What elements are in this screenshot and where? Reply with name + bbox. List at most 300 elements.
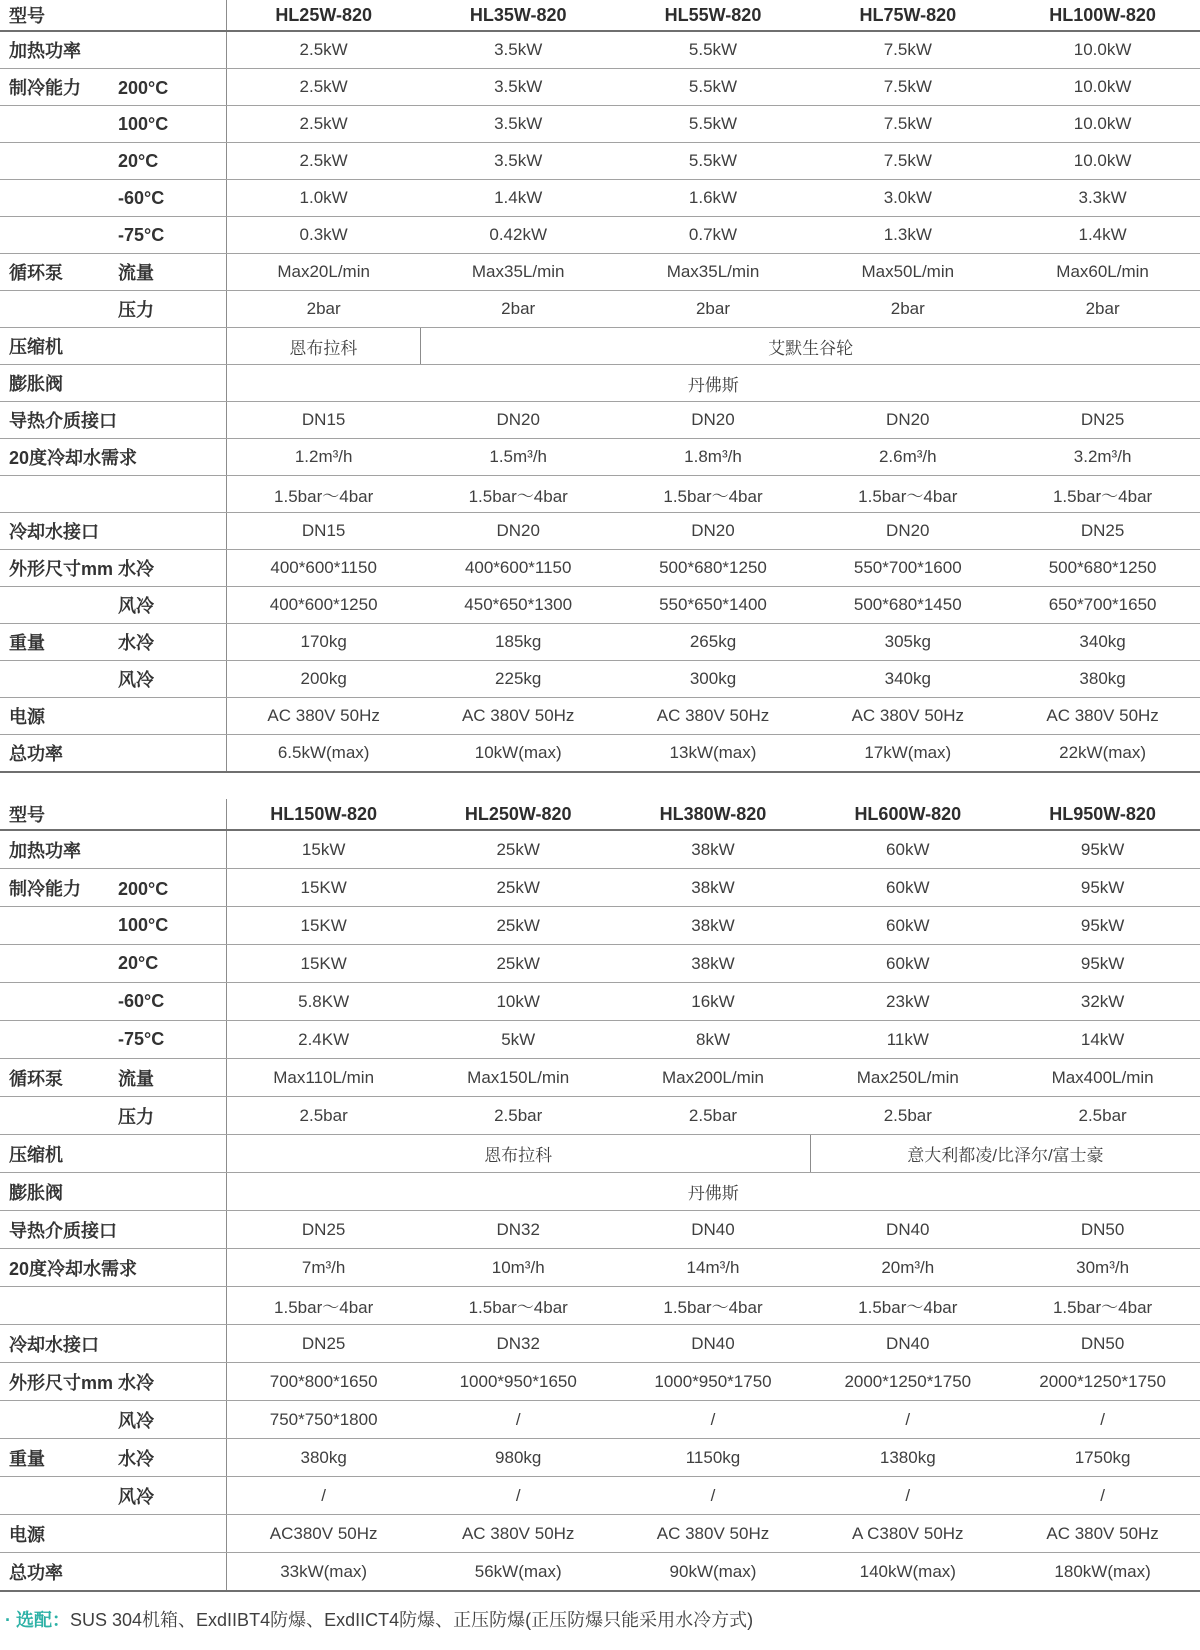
value-cell: 2.5bar bbox=[421, 1097, 616, 1135]
row-label-cell bbox=[0, 1325, 226, 1363]
row-label-cell bbox=[0, 799, 226, 830]
value-cell: 38kW bbox=[616, 907, 811, 945]
spec-table-models-150-950 bbox=[0, 799, 1200, 1592]
table-row bbox=[0, 735, 1200, 773]
value-cell: 23kW bbox=[810, 983, 1005, 1021]
table-row bbox=[0, 402, 1200, 439]
value-cell: 400*600*1150 bbox=[421, 550, 616, 587]
row-label: 总功率 bbox=[9, 1562, 63, 1583]
row-sublabel: 流量 bbox=[118, 1068, 154, 1089]
model-header-cell: HL100W-820 bbox=[1005, 0, 1200, 31]
row-label-cell bbox=[0, 69, 226, 106]
value-cell: 980kg bbox=[421, 1439, 616, 1477]
value-cell: Max250L/min bbox=[810, 1059, 1005, 1097]
table-row bbox=[0, 217, 1200, 254]
row-label: 20度冷却水需求 bbox=[9, 1258, 138, 1279]
value-cell: 1150kg bbox=[616, 1439, 811, 1477]
row-sublabel: 200°C bbox=[118, 878, 169, 899]
value-cell: DN20 bbox=[616, 402, 811, 439]
value-cell: AC 380V 50Hz bbox=[1005, 698, 1200, 735]
value-cell: Max35L/min bbox=[616, 254, 811, 291]
value-cell: 2.5bar bbox=[226, 1097, 421, 1135]
row-sublabel: 压力 bbox=[118, 300, 154, 320]
value-cell: 1750kg bbox=[1005, 1439, 1200, 1477]
value-cell: 95kW bbox=[1005, 907, 1200, 945]
value-cell: DN25 bbox=[1005, 402, 1200, 439]
value-cell: Max110L/min bbox=[226, 1059, 421, 1097]
value-cell: AC 380V 50Hz bbox=[226, 698, 421, 735]
row-label: 冷却水接口 bbox=[9, 1334, 99, 1355]
row-label: 导热介质接口 bbox=[9, 1220, 117, 1241]
value-cell: 14m³/h bbox=[616, 1249, 811, 1287]
row-label-cell bbox=[0, 1553, 226, 1592]
row-label-cell bbox=[0, 1477, 226, 1515]
value-cell: 13kW(max) bbox=[616, 735, 811, 773]
row-label-cell bbox=[0, 698, 226, 735]
value-cell: DN20 bbox=[421, 402, 616, 439]
value-cell: 38kW bbox=[616, 945, 811, 983]
row-sublabel: 水冷 bbox=[118, 559, 154, 579]
footnote-text: SUS 304机箱、ExdIIBT4防爆、ExdIICT4防爆、正压防爆(正压防爆只能采用水冷方式) bbox=[70, 1610, 754, 1630]
table-row bbox=[0, 1249, 1200, 1287]
row-label: 电源 bbox=[9, 707, 45, 727]
value-cell: 10.0kW bbox=[1005, 69, 1200, 106]
value-cell: 2.4KW bbox=[226, 1021, 421, 1059]
value-cell: DN15 bbox=[226, 513, 421, 550]
value-cell: 5.5kW bbox=[616, 143, 811, 180]
model-header-cell: HL150W-820 bbox=[226, 799, 421, 830]
table-row bbox=[0, 1401, 1200, 1439]
table-row bbox=[0, 513, 1200, 550]
value-cell: 1.4kW bbox=[1005, 217, 1200, 254]
row-label-cell bbox=[0, 1363, 226, 1401]
model-header-row bbox=[0, 0, 1200, 31]
value-cell: 1.5bar～4bar bbox=[810, 476, 1005, 513]
value-cell: 500*680*1250 bbox=[1005, 550, 1200, 587]
table-row bbox=[0, 180, 1200, 217]
value-cell: 2bar bbox=[421, 291, 616, 328]
value-cell: 185kg bbox=[421, 624, 616, 661]
value-cell: DN32 bbox=[421, 1325, 616, 1363]
table-row bbox=[0, 907, 1200, 945]
value-cell: 3.5kW bbox=[421, 143, 616, 180]
row-label-cell bbox=[0, 291, 226, 328]
value-cell: DN32 bbox=[421, 1211, 616, 1249]
value-cell: 10m³/h bbox=[421, 1249, 616, 1287]
value-cell: 1.5bar～4bar bbox=[1005, 476, 1200, 513]
value-cell: 2.5kW bbox=[226, 31, 421, 69]
value-cell: DN50 bbox=[1005, 1325, 1200, 1363]
value-cell: 1.4kW bbox=[421, 180, 616, 217]
table-row bbox=[0, 254, 1200, 291]
value-cell: DN40 bbox=[616, 1325, 811, 1363]
value-cell: 650*700*1650 bbox=[1005, 587, 1200, 624]
value-cell: 15KW bbox=[226, 907, 421, 945]
merged-value-cell: 恩布拉科 bbox=[226, 328, 421, 365]
row-label: 膨胀阀 bbox=[9, 1182, 63, 1203]
value-cell: 7.5kW bbox=[810, 69, 1005, 106]
table-row bbox=[0, 1135, 1200, 1173]
row-sublabel: 风冷 bbox=[118, 1486, 154, 1507]
value-cell: 450*650*1300 bbox=[421, 587, 616, 624]
value-cell: Max50L/min bbox=[810, 254, 1005, 291]
row-sublabel: 20°C bbox=[118, 953, 159, 973]
row-label-cell bbox=[0, 328, 226, 365]
value-cell: 225kg bbox=[421, 661, 616, 698]
table-row bbox=[0, 1515, 1200, 1553]
row-label-cell bbox=[0, 1059, 226, 1097]
value-cell: 1380kg bbox=[810, 1439, 1005, 1477]
value-cell: / bbox=[810, 1401, 1005, 1439]
value-cell: AC 380V 50Hz bbox=[1005, 1515, 1200, 1553]
row-sublabel: -75°C bbox=[118, 224, 165, 245]
value-cell: 60kW bbox=[810, 869, 1005, 907]
row-label: 膨胀阀 bbox=[9, 374, 63, 394]
model-header-cell: HL35W-820 bbox=[421, 0, 616, 31]
value-cell: AC 380V 50Hz bbox=[616, 1515, 811, 1553]
value-cell: 10kW bbox=[421, 983, 616, 1021]
table-row bbox=[0, 1173, 1200, 1211]
value-cell: 2.6m³/h bbox=[810, 439, 1005, 476]
value-cell: 550*700*1600 bbox=[810, 550, 1005, 587]
value-cell: AC 380V 50Hz bbox=[421, 1515, 616, 1553]
row-label-cell bbox=[0, 869, 226, 907]
value-cell: / bbox=[616, 1401, 811, 1439]
row-label: 循环泵 bbox=[9, 263, 63, 283]
row-label-cell bbox=[0, 1211, 226, 1249]
value-cell: 60kW bbox=[810, 945, 1005, 983]
value-cell: Max35L/min bbox=[421, 254, 616, 291]
value-cell: / bbox=[810, 1477, 1005, 1515]
row-label-cell bbox=[0, 1287, 226, 1325]
value-cell: 3.5kW bbox=[421, 69, 616, 106]
value-cell: Max150L/min bbox=[421, 1059, 616, 1097]
value-cell: 2.5bar bbox=[1005, 1097, 1200, 1135]
value-cell: 95kW bbox=[1005, 830, 1200, 869]
table-row bbox=[0, 698, 1200, 735]
table-row bbox=[0, 1477, 1200, 1515]
value-cell: 3.0kW bbox=[810, 180, 1005, 217]
row-label-cell bbox=[0, 1515, 226, 1553]
value-cell: 1.5bar～4bar bbox=[226, 1287, 421, 1325]
row-label-cell bbox=[0, 983, 226, 1021]
value-cell: 10.0kW bbox=[1005, 143, 1200, 180]
row-label-cell bbox=[0, 1249, 226, 1287]
value-cell: 140kW(max) bbox=[810, 1553, 1005, 1592]
row-sublabel: 风冷 bbox=[118, 1410, 154, 1431]
value-cell: 60kW bbox=[810, 907, 1005, 945]
value-cell: A C380V 50Hz bbox=[810, 1515, 1005, 1553]
value-cell: 1.5bar～4bar bbox=[1005, 1287, 1200, 1325]
row-label: 重量 bbox=[9, 633, 45, 653]
row-label: 外形尺寸mm bbox=[9, 1372, 114, 1393]
value-cell: 340kg bbox=[810, 661, 1005, 698]
row-sublabel: -60°C bbox=[118, 187, 165, 208]
value-cell: 500*680*1250 bbox=[616, 550, 811, 587]
value-cell: DN40 bbox=[810, 1325, 1005, 1363]
value-cell: 2.5bar bbox=[616, 1097, 811, 1135]
value-cell: AC 380V 50Hz bbox=[421, 698, 616, 735]
table-row bbox=[0, 365, 1200, 402]
row-sublabel: -60°C bbox=[118, 991, 165, 1011]
row-label: 加热功率 bbox=[9, 840, 81, 861]
value-cell: 1.5m³/h bbox=[421, 439, 616, 476]
value-cell: 5.5kW bbox=[616, 69, 811, 106]
row-label: 型号 bbox=[9, 6, 45, 26]
value-cell: 8kW bbox=[616, 1021, 811, 1059]
value-cell: 22kW(max) bbox=[1005, 735, 1200, 773]
value-cell: 7.5kW bbox=[810, 143, 1005, 180]
value-cell: 38kW bbox=[616, 869, 811, 907]
value-cell: 60kW bbox=[810, 830, 1005, 869]
row-label: 加热功率 bbox=[9, 41, 81, 61]
value-cell: 90kW(max) bbox=[616, 1553, 811, 1592]
table-row bbox=[0, 1097, 1200, 1135]
value-cell: DN25 bbox=[1005, 513, 1200, 550]
value-cell: / bbox=[1005, 1477, 1200, 1515]
table-row bbox=[0, 69, 1200, 106]
value-cell: DN20 bbox=[810, 402, 1005, 439]
value-cell: DN15 bbox=[226, 402, 421, 439]
table-row bbox=[0, 1553, 1200, 1592]
model-header-cell: HL380W-820 bbox=[616, 799, 811, 830]
value-cell: 1.8m³/h bbox=[616, 439, 811, 476]
value-cell: 0.7kW bbox=[616, 217, 811, 254]
row-label-cell bbox=[0, 661, 226, 698]
value-cell: 7.5kW bbox=[810, 31, 1005, 69]
row-label-cell bbox=[0, 365, 226, 402]
value-cell: DN25 bbox=[226, 1325, 421, 1363]
value-cell: 3.3kW bbox=[1005, 180, 1200, 217]
row-label: 压缩机 bbox=[9, 337, 63, 357]
value-cell: 1.3kW bbox=[810, 217, 1005, 254]
value-cell: 1.5bar～4bar bbox=[421, 476, 616, 513]
value-cell: 1.5bar～4bar bbox=[226, 476, 421, 513]
row-label: 制冷能力 bbox=[9, 78, 81, 98]
value-cell: / bbox=[226, 1477, 421, 1515]
value-cell: 340kg bbox=[1005, 624, 1200, 661]
options-footnote bbox=[5, 1606, 1200, 1632]
row-label: 型号 bbox=[9, 805, 45, 825]
value-cell: 3.2m³/h bbox=[1005, 439, 1200, 476]
value-cell: 380kg bbox=[226, 1439, 421, 1477]
row-label-cell bbox=[0, 735, 226, 773]
row-sublabel: 流量 bbox=[118, 263, 154, 283]
table-row bbox=[0, 328, 1200, 365]
row-label-cell bbox=[0, 624, 226, 661]
table-row bbox=[0, 1325, 1200, 1363]
value-cell: 2.5kW bbox=[226, 143, 421, 180]
row-label-cell bbox=[0, 402, 226, 439]
row-label-cell bbox=[0, 1439, 226, 1477]
row-sublabel: 200°C bbox=[118, 78, 169, 98]
row-label-cell bbox=[0, 587, 226, 624]
value-cell: DN20 bbox=[421, 513, 616, 550]
table-row bbox=[0, 1287, 1200, 1325]
model-header-cell: HL250W-820 bbox=[421, 799, 616, 830]
value-cell: 38kW bbox=[616, 830, 811, 869]
row-sublabel: 水冷 bbox=[118, 633, 154, 653]
value-cell: 7m³/h bbox=[226, 1249, 421, 1287]
value-cell: DN50 bbox=[1005, 1211, 1200, 1249]
row-label: 20度冷却水需求 bbox=[9, 448, 138, 468]
model-header-cell: HL75W-820 bbox=[810, 0, 1005, 31]
row-label: 总功率 bbox=[9, 744, 63, 764]
table-row bbox=[0, 661, 1200, 698]
merged-value-cell: 艾默生谷轮 bbox=[421, 328, 1200, 365]
value-cell: DN40 bbox=[810, 1211, 1005, 1249]
merged-value-cell: 恩布拉科 bbox=[226, 1135, 810, 1173]
value-cell: 15kW bbox=[226, 830, 421, 869]
value-cell: 700*800*1650 bbox=[226, 1363, 421, 1401]
table-row bbox=[0, 550, 1200, 587]
value-cell: 2.5kW bbox=[226, 69, 421, 106]
table-row bbox=[0, 983, 1200, 1021]
value-cell: 5.5kW bbox=[616, 31, 811, 69]
value-cell: 25kW bbox=[421, 830, 616, 869]
value-cell: 95kW bbox=[1005, 869, 1200, 907]
value-cell: 6.5kW(max) bbox=[226, 735, 421, 773]
table-row bbox=[0, 439, 1200, 476]
row-label-cell bbox=[0, 0, 226, 31]
row-sublabel: 风冷 bbox=[118, 670, 154, 690]
row-label-cell bbox=[0, 143, 226, 180]
value-cell: 2.5bar bbox=[810, 1097, 1005, 1135]
value-cell: 170kg bbox=[226, 624, 421, 661]
value-cell: 7.5kW bbox=[810, 106, 1005, 143]
row-label: 循环泵 bbox=[9, 1068, 63, 1089]
value-cell: 11kW bbox=[810, 1021, 1005, 1059]
value-cell: 400*600*1150 bbox=[226, 550, 421, 587]
spec-table-models-25-100 bbox=[0, 0, 1200, 773]
value-cell: 2000*1250*1750 bbox=[1005, 1363, 1200, 1401]
value-cell: 33kW(max) bbox=[226, 1553, 421, 1592]
value-cell: 1.5bar～4bar bbox=[616, 1287, 811, 1325]
value-cell: 305kg bbox=[810, 624, 1005, 661]
value-cell: 0.3kW bbox=[226, 217, 421, 254]
value-cell: 1.5bar～4bar bbox=[616, 476, 811, 513]
row-label: 压缩机 bbox=[9, 1144, 63, 1165]
value-cell: 20m³/h bbox=[810, 1249, 1005, 1287]
value-cell: 30m³/h bbox=[1005, 1249, 1200, 1287]
value-cell: / bbox=[1005, 1401, 1200, 1439]
value-cell: DN20 bbox=[616, 513, 811, 550]
row-label-cell bbox=[0, 907, 226, 945]
value-cell: 2000*1250*1750 bbox=[810, 1363, 1005, 1401]
value-cell: 1000*950*1650 bbox=[421, 1363, 616, 1401]
value-cell: 15KW bbox=[226, 945, 421, 983]
row-label-cell bbox=[0, 550, 226, 587]
value-cell: 10.0kW bbox=[1005, 106, 1200, 143]
row-label: 制冷能力 bbox=[9, 878, 81, 899]
table-row bbox=[0, 624, 1200, 661]
merged-value-cell: 丹佛斯 bbox=[226, 365, 1200, 402]
value-cell: AC 380V 50Hz bbox=[810, 698, 1005, 735]
value-cell: 1.6kW bbox=[616, 180, 811, 217]
value-cell: 5kW bbox=[421, 1021, 616, 1059]
row-label-cell bbox=[0, 106, 226, 143]
value-cell: / bbox=[421, 1477, 616, 1515]
model-header-cell: HL55W-820 bbox=[616, 0, 811, 31]
row-label-cell bbox=[0, 1135, 226, 1173]
row-label-cell bbox=[0, 180, 226, 217]
value-cell: Max200L/min bbox=[616, 1059, 811, 1097]
value-cell: / bbox=[421, 1401, 616, 1439]
value-cell: 0.42kW bbox=[421, 217, 616, 254]
value-cell: 380kg bbox=[1005, 661, 1200, 698]
value-cell: DN20 bbox=[810, 513, 1005, 550]
row-label: 冷却水接口 bbox=[9, 522, 99, 542]
model-header-cell: HL25W-820 bbox=[226, 0, 421, 31]
value-cell: 5.5kW bbox=[616, 106, 811, 143]
value-cell: 200kg bbox=[226, 661, 421, 698]
value-cell: 3.5kW bbox=[421, 106, 616, 143]
table-row bbox=[0, 869, 1200, 907]
value-cell: 750*750*1800 bbox=[226, 1401, 421, 1439]
value-cell: 3.5kW bbox=[421, 31, 616, 69]
row-label-cell bbox=[0, 476, 226, 513]
value-cell: 56kW(max) bbox=[421, 1553, 616, 1592]
value-cell: 25kW bbox=[421, 945, 616, 983]
value-cell: 2bar bbox=[616, 291, 811, 328]
table-row bbox=[0, 476, 1200, 513]
table-row bbox=[0, 31, 1200, 69]
row-label-cell bbox=[0, 254, 226, 291]
row-label-cell bbox=[0, 1401, 226, 1439]
row-label-cell bbox=[0, 513, 226, 550]
merged-value-cell: 丹佛斯 bbox=[226, 1173, 1200, 1211]
table-row bbox=[0, 143, 1200, 180]
row-label-cell bbox=[0, 1173, 226, 1211]
value-cell: 14kW bbox=[1005, 1021, 1200, 1059]
table-row bbox=[0, 1059, 1200, 1097]
row-label-cell bbox=[0, 830, 226, 869]
value-cell: 95kW bbox=[1005, 945, 1200, 983]
value-cell: 5.8KW bbox=[226, 983, 421, 1021]
value-cell: Max60L/min bbox=[1005, 254, 1200, 291]
row-sublabel: 100°C bbox=[118, 915, 169, 935]
value-cell: 400*600*1250 bbox=[226, 587, 421, 624]
value-cell: 550*650*1400 bbox=[616, 587, 811, 624]
value-cell: 10kW(max) bbox=[421, 735, 616, 773]
value-cell: Max20L/min bbox=[226, 254, 421, 291]
value-cell: 32kW bbox=[1005, 983, 1200, 1021]
value-cell: 17kW(max) bbox=[810, 735, 1005, 773]
value-cell: Max400L/min bbox=[1005, 1059, 1200, 1097]
table-row bbox=[0, 1021, 1200, 1059]
value-cell: 25kW bbox=[421, 907, 616, 945]
value-cell: 1000*950*1750 bbox=[616, 1363, 811, 1401]
merged-value-cell: 意大利都凌/比泽尔/富士豪 bbox=[810, 1135, 1200, 1173]
table-row bbox=[0, 106, 1200, 143]
row-label-cell bbox=[0, 217, 226, 254]
row-sublabel: -75°C bbox=[118, 1029, 165, 1049]
table-row bbox=[0, 291, 1200, 328]
model-header-row bbox=[0, 799, 1200, 830]
value-cell: DN40 bbox=[616, 1211, 811, 1249]
value-cell: 2bar bbox=[810, 291, 1005, 328]
row-label: 电源 bbox=[9, 1524, 45, 1545]
table-row bbox=[0, 830, 1200, 869]
value-cell: 15KW bbox=[226, 869, 421, 907]
table-row bbox=[0, 1211, 1200, 1249]
footnote-prefix: · 选配： bbox=[5, 1610, 70, 1630]
row-label: 导热介质接口 bbox=[9, 411, 117, 431]
value-cell: AC380V 50Hz bbox=[226, 1515, 421, 1553]
table-row bbox=[0, 1439, 1200, 1477]
value-cell: 2.5kW bbox=[226, 106, 421, 143]
value-cell: 2bar bbox=[1005, 291, 1200, 328]
